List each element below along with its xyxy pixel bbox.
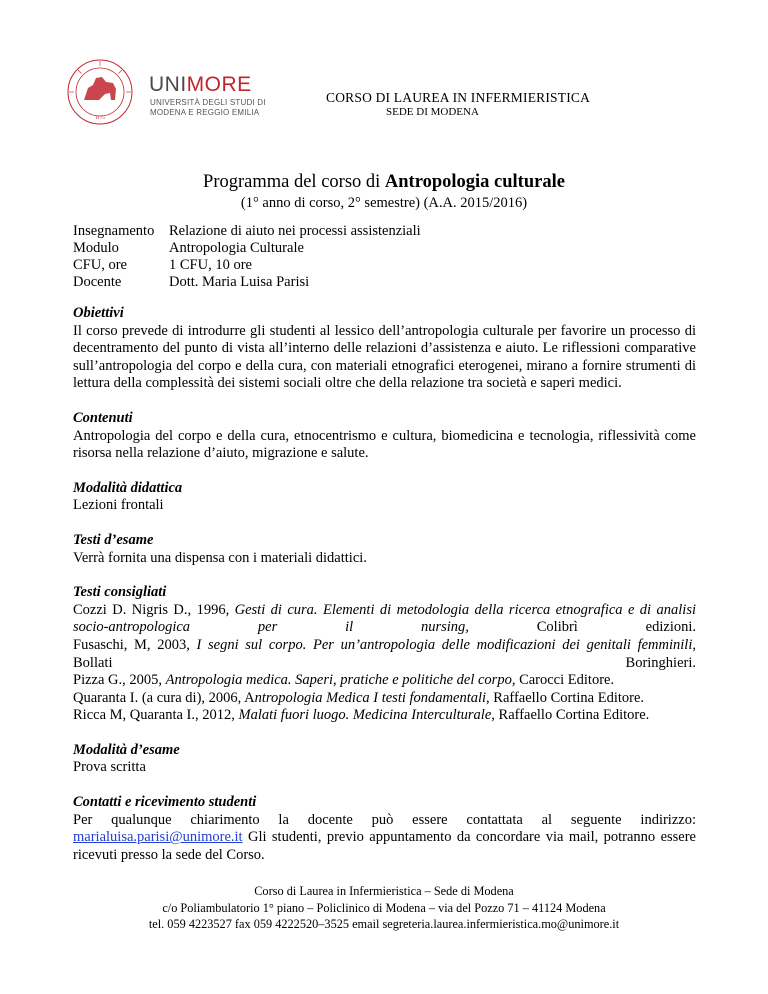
reference-item: Cozzi D. Nigris D., 1996, Gesti di cura. Elementi di metodologia della ricerca etnografica e di analisi socio-antropologica per il nursing, Colibrì edizioni. xyxy=(73,601,696,636)
section-text: Lezioni frontali xyxy=(73,497,164,514)
section-text: Antropologia del corpo e della cura, etnocentrismo e cultura, biomedicina e tecnologia, riflessività come risorsa nella relazione d’aiuto, migrazione e salute. xyxy=(73,427,696,462)
section-modalita-didattica xyxy=(73,480,696,515)
footer-line: Corso di Laurea in Infermieristica – Sede di Modena xyxy=(254,884,514,898)
main-content xyxy=(73,305,696,881)
university-seal-icon xyxy=(66,58,134,126)
email-link[interactable]: marialuisa.parisi@unimore.it xyxy=(73,829,243,846)
section-text: Verrà fornita una dispensa con i materiali didattici. xyxy=(73,549,367,566)
footer-line: c/o Poliambulatorio 1° piano – Policlinico di Modena – via del Pozzo 71 – 41124 Modena xyxy=(162,900,606,915)
info-row: Docente Dott. Maria Luisa Parisi xyxy=(73,274,310,290)
course-header: CORSO DI LAUREA IN INFERMIERISTICA xyxy=(326,90,591,105)
section-heading: Contatti e ricevimento studenti xyxy=(73,794,257,811)
reference-item: Quaranta I. (a cura di), 2006, Antropologia Medica I testi fondamentali, Raffaello Cortina Editore. xyxy=(73,689,645,706)
subject-name: Antropologia culturale xyxy=(384,172,565,192)
section-testi-consigliati xyxy=(73,584,696,725)
section-text: marialuisa.parisi@unimore.it Gli studenti, previo appuntamento da concordare via mail, potranno essere ricevuti presso la sede del Corso. xyxy=(73,829,696,863)
section-text: Il corso prevede di introdurre gli studenti al lessico dell’antropologia culturale per favorire un processo di decentramento del punto di vista all’interno delle relazioni d’assistenza e aiuto. Le riflessioni comparative sull’antropologia del corpo e della cura, con materiali etnografici eterogenei, mirano a fornire strumenti di lettura della complessità dei sistemi sociali oltre che della relazione tra società e saperi medici. xyxy=(73,322,696,392)
site-header: SEDE DI MODENA xyxy=(386,106,479,118)
info-row: Insegnamento Relazione di aiuto nei processi assistenziali xyxy=(73,223,421,239)
info-row: CFU, ore 1 CFU, 10 ore xyxy=(73,257,252,273)
brand-wordmark: UNIMORE xyxy=(149,73,252,96)
section-contenuti xyxy=(73,410,696,463)
section-heading: Testi d’esame xyxy=(73,531,154,548)
unimore-logo xyxy=(66,58,266,128)
section-obiettivi xyxy=(73,305,696,393)
reference-item: Pizza G., 2005, Antropologia medica. Saperi, pratiche e politiche del corpo, Carocci Editore. xyxy=(73,672,615,689)
info-row: Modulo Antropologia Culturale xyxy=(73,240,304,256)
course-info xyxy=(73,223,421,291)
section-heading: Obiettivi xyxy=(73,305,124,321)
section-text: Per qualunque chiarimento la docente può essere contattata al seguente indirizzo: xyxy=(73,811,696,828)
section-heading: Modalità didattica xyxy=(73,479,183,496)
reference-item: Ricca M, Quaranta I., 2012, Malati fuori luogo. Medicina Interculturale, Raffaello Cortina Editore. xyxy=(73,707,650,724)
page-subtitle: (1° anno di corso, 2° semestre) (A.A. 2015/2016) xyxy=(240,195,528,211)
footer-line: tel. 059 4223527 fax 059 4222520–3525 email segreteria.laurea.infermieristica.mo@unimore.it xyxy=(148,917,620,932)
section-testi-esame xyxy=(73,532,696,567)
section-heading: Testi consigliati xyxy=(73,584,167,601)
section-contatti xyxy=(73,794,696,864)
page-title: Programma del corso di Antropologia culturale xyxy=(203,172,565,192)
svg-text:1175: 1175 xyxy=(95,116,105,121)
page-footer xyxy=(0,883,768,933)
section-modalita-esame xyxy=(73,742,696,777)
section-text: Prova scritta xyxy=(73,759,146,776)
section-heading: Modalità d’esame xyxy=(73,741,180,758)
brand-subtitle: UNIVERSITÀ DEGLI STUDI DI MODENA E REGGIO EMILIA xyxy=(150,98,266,117)
reference-item: Fusaschi, M, 2003, I segni sul corpo. Per un’antropologia delle modificazioni dei genitali femminili, Bollati Boringhieri. xyxy=(73,636,696,671)
section-heading: Contenuti xyxy=(73,409,133,426)
